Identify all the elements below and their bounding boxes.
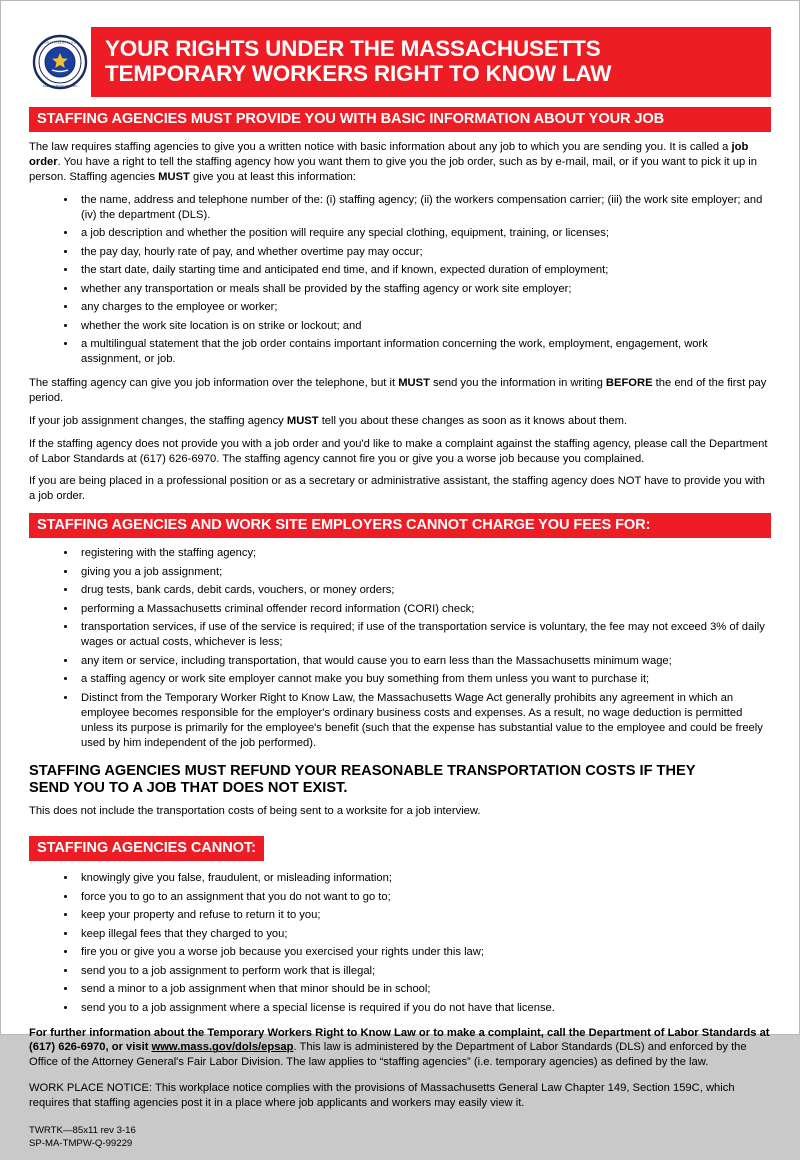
section-heading-basic-info: STAFFING AGENCIES MUST PROVIDE YOU WITH BASIC INFORMATION ABOUT YOUR JOB [29, 107, 771, 132]
basic-info-paragraph-1 [29, 140, 771, 185]
workplace-notice [29, 1081, 771, 1111]
basic-info-p1-e: give you at least this information: [189, 170, 356, 183]
basic-info-p2-e: the end of the first pay period. [29, 377, 767, 404]
list-item: • Distinct from the Temporary Worker Right to Know Law, the Massachusetts Wage Act generally prohibits any agreement in which an employee becomes responsible for the employer's ordinary business costs and expenses. As a result, no wage deduction is permitted unless its purpose is primarily for the employee's benefit (such that the expense has substantial value to the employee and could be freely used by him independent of the job performed). [77, 691, 771, 751]
dols-website-link[interactable]: www.mass.gov/dols/epsap [151, 1041, 294, 1054]
massachusetts-state-seal-icon [29, 27, 91, 97]
must-emphasis-2: MUST [398, 377, 430, 390]
section-heading-fees: STAFFING AGENCIES AND WORK SITE EMPLOYERS CANNOT CHARGE YOU FEES FOR: [29, 513, 771, 538]
job-order-term: job order [29, 140, 749, 168]
document-title-banner [91, 27, 771, 97]
basic-info-p3-c: tell you about these changes as soon as it knows about them. [318, 414, 628, 427]
list-item: • keep illegal fees that they charged to you; [77, 927, 771, 942]
document-header [29, 27, 771, 97]
list-item: • a multilingual statement that the job order contains important information concerning the work, employment, engagement, work assignment, or job. [77, 337, 771, 367]
list-item: • fire you or give you a worse job because you exercised your rights under this law; [77, 945, 771, 960]
further-information-note [29, 1026, 771, 1071]
basic-info-paragraph-3 [29, 414, 771, 429]
document-code-line-1: TWRTK—85x11 rev 3-16 [29, 1125, 136, 1137]
list-item: • a job description and whether the position will require any special clothing, equipment, training, or licenses; [77, 226, 771, 241]
list-item: • performing a Massachusetts criminal offender record information (CORI) check; [77, 602, 771, 617]
list-item: • the name, address and telephone number of the: (i) staffing agency; (ii) the workers compensation carrier; (iii) the work site employer; and (iv) the department (DLS). [77, 193, 771, 223]
cannot-heading-wrapper [29, 827, 771, 869]
contact-text-c: . This law is administered by the Department of Labor Standards (DLS) and enforced by the Office of the Attorney General's Fair Labor Division. The law applies to “staffing agencies” (i.e. temporary agencies) as defined by the law. [29, 1041, 747, 1069]
list-item: • send a minor to a job assignment when that minor should be in school; [77, 982, 771, 997]
section-heading-cannot: STAFFING AGENCIES CANNOT: [29, 836, 264, 861]
basic-info-p3-a: If your job assignment changes, the staffing agency [29, 414, 287, 427]
basic-info-p2-a: The staffing agency can give you job information over the telephone, but it [29, 377, 399, 390]
page-title-line-1: YOUR RIGHTS UNDER THE MASSACHUSETTS [105, 36, 601, 61]
page-title-line-2: TEMPORARY WORKERS RIGHT TO KNOW LAW [105, 61, 612, 87]
workplace-notice-text: This workplace notice complies with the provisions of Massachusetts General Law Chapter 149, Section 159C, which requires that staffing agencies post it in a place where job applicants and workers may easily view it. [29, 1082, 735, 1110]
list-item: • keep your property and refuse to return it to you; [77, 908, 771, 923]
contact-text-b: , or visit [105, 1041, 152, 1054]
basic-info-paragraph-2 [29, 376, 771, 406]
list-item: • whether the work site location is on strike or lockout; and [77, 319, 771, 334]
list-item: • any charges to the employee or worker; [77, 300, 771, 315]
document-codes [29, 1125, 771, 1150]
before-emphasis: BEFORE [605, 377, 653, 390]
list-item: • the start date, daily starting time and anticipated end time, and if known, expected duration of employment; [77, 263, 771, 278]
list-item: • drug tests, bank cards, debit cards, vouchers, or money orders; [77, 583, 771, 598]
list-item: • any item or service, including transportation, that would cause you to earn less than the Massachusetts minimum wage; [77, 654, 771, 669]
must-emphasis-3: MUST [286, 414, 319, 427]
must-emphasis-1: MUST [158, 170, 190, 183]
contact-text-a: For further information about the Temporary Workers Right to Know Law or to make a complaint, call the Department of Labor Standards at [29, 1026, 770, 1039]
list-item: • the pay day, hourly rate of pay, and whether overtime pay may occur; [77, 245, 771, 260]
fees-bullet-list [29, 546, 771, 751]
list-item: • a staffing agency or work site employer cannot make you buy something from them unless you want to purchase it; [77, 672, 771, 687]
basic-info-p2-c: send you the information in writing [429, 377, 606, 390]
cannot-bullet-list [29, 871, 771, 1016]
document-code-line-2: SP-MA-TMPW-Q-99229 [29, 1137, 133, 1149]
list-item: • knowingly give you false, fraudulent, or misleading information; [77, 871, 771, 886]
svg-text:SIGILLVM REIPVBLICAE: SIGILLVM REIPVBLICAE [41, 40, 79, 45]
basic-info-paragraph-4: If the staffing agency does not provide you with a job order and you'd like to make a complaint against the staffing agency, please call the Department of Labor Standards at (617) 626-6970. The staffing agency cannot fire you or give you a worse job because you complained. [29, 437, 768, 465]
document-content [1, 1, 799, 1160]
section-heading-refund [29, 763, 771, 797]
basic-info-p1-c: . You have a right to tell the staffing agency how you want them to give you the job order, such as by e-mail, mail, or if you want to pick it up in person. Staffing agencies [29, 155, 758, 183]
list-item: • giving you a job assignment; [77, 565, 771, 580]
basic-info-bullet-list [29, 193, 771, 368]
svg-text:MASSACHVSETTENSIS: MASSACHVSETTENSIS [42, 83, 78, 88]
list-item: • registering with the staffing agency; [77, 546, 771, 561]
list-item: • transportation services, if use of the service is required; if use of the transportation service is voluntary, the fee may not exceed 3% of daily wages or actual costs, whichever is less; [77, 620, 771, 650]
refund-heading-line-1: STAFFING AGENCIES MUST REFUND YOUR REASONABLE TRANSPORTATION COSTS IF THEY [29, 762, 696, 779]
list-item: • send you to a job assignment where a special license is required if you do not have that license. [77, 1001, 771, 1016]
contact-phone-number: (617) 626-6970 [29, 1041, 106, 1054]
refund-heading-line-2: SEND YOU TO A JOB THAT DOES NOT EXIST. [29, 779, 348, 796]
workplace-notice-label: WORK PLACE NOTICE: [29, 1082, 153, 1095]
list-item: • send you to a job assignment to perform work that is illegal; [77, 964, 771, 979]
refund-paragraph: This does not include the transportation costs of being sent to a worksite for a job interview. [29, 805, 481, 818]
basic-info-p1-a: The law requires staffing agencies to give you a written notice with basic information about any job to which you are sending you. It is called a [29, 140, 732, 153]
list-item: • whether any transportation or meals shall be provided by the staffing agency or work site employer; [77, 282, 771, 297]
list-item: • force you to go to an assignment that you do not want to go to; [77, 890, 771, 905]
basic-info-paragraph-5: If you are being placed in a professional position or as a secretary or administrative assistant, the staffing agency does NOT have to provide you with a job order. [29, 475, 765, 503]
